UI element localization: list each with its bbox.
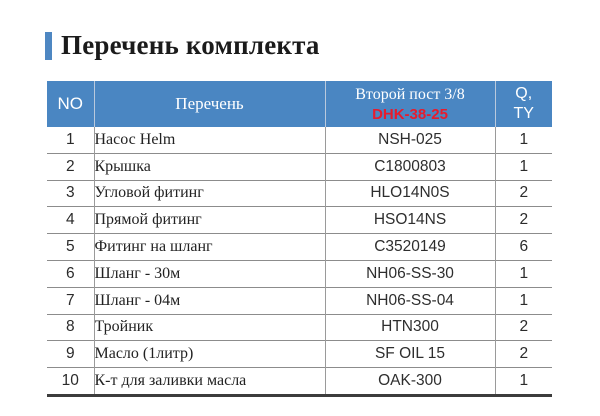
cell-row-number: 8	[47, 314, 94, 341]
table-row	[47, 314, 552, 341]
cell-quantity: 2	[495, 314, 552, 341]
cell-quantity: 2	[495, 341, 552, 368]
section-title	[45, 30, 320, 61]
table-body	[47, 127, 552, 395]
cell-item-name: Масло (1литр)	[94, 341, 325, 368]
cell-part-code: HSO14NS	[325, 207, 495, 234]
page-title: Перечень комплекта	[61, 30, 320, 60]
cell-part-code: C1800803	[325, 153, 495, 180]
table-row	[47, 207, 552, 234]
cell-quantity: 2	[495, 207, 552, 234]
cell-row-number: 10	[47, 368, 94, 396]
header-variant-model-code: DHK-38-25	[372, 106, 448, 123]
cell-item-name: Насос Helm	[94, 127, 325, 153]
cell-quantity: 1	[495, 287, 552, 314]
cell-part-code: OAK-300	[325, 368, 495, 396]
header-qty-line2: TY	[513, 105, 534, 122]
table-row	[47, 341, 552, 368]
table-row	[47, 127, 552, 153]
cell-row-number: 7	[47, 287, 94, 314]
header-no: NO	[47, 81, 94, 127]
cell-item-name: К-т для заливки масла	[94, 368, 325, 396]
cell-quantity: 1	[495, 368, 552, 396]
table-row	[47, 180, 552, 207]
cell-part-code: HTN300	[325, 314, 495, 341]
cell-part-code: HLO14N0S	[325, 180, 495, 207]
cell-row-number: 1	[47, 127, 94, 153]
title-accent-bar	[45, 32, 52, 60]
table-row	[47, 287, 552, 314]
header-name: Перечень	[94, 81, 325, 127]
table-header-row	[47, 81, 552, 127]
cell-part-code: C3520149	[325, 234, 495, 261]
table-header	[47, 81, 552, 127]
cell-part-code: NSH-025	[325, 127, 495, 153]
cell-part-code: SF OIL 15	[325, 341, 495, 368]
table-row	[47, 260, 552, 287]
cell-row-number: 5	[47, 234, 94, 261]
cell-row-number: 4	[47, 207, 94, 234]
cell-item-name: Тройник	[94, 314, 325, 341]
table-row	[47, 153, 552, 180]
header-variant-title: Второй пост 3/8	[355, 86, 465, 103]
cell-row-number: 3	[47, 180, 94, 207]
cell-item-name: Шланг - 04м	[94, 287, 325, 314]
cell-item-name: Крышка	[94, 153, 325, 180]
header-qty-line1: Q,	[515, 85, 533, 102]
cell-row-number: 6	[47, 260, 94, 287]
cell-row-number: 9	[47, 341, 94, 368]
cell-part-code: NH06-SS-04	[325, 287, 495, 314]
header-variant	[325, 81, 495, 127]
cell-item-name: Шланг - 30м	[94, 260, 325, 287]
cell-quantity: 1	[495, 260, 552, 287]
cell-row-number: 2	[47, 153, 94, 180]
cell-part-code: NH06-SS-30	[325, 260, 495, 287]
cell-quantity: 6	[495, 234, 552, 261]
cell-quantity: 1	[495, 127, 552, 153]
table-row	[47, 234, 552, 261]
table-row	[47, 368, 552, 396]
kit-contents-table	[47, 81, 552, 397]
cell-item-name: Прямой фитинг	[94, 207, 325, 234]
cell-quantity: 1	[495, 153, 552, 180]
cell-item-name: Угловой фитинг	[94, 180, 325, 207]
header-qty	[495, 81, 552, 127]
cell-quantity: 2	[495, 180, 552, 207]
cell-item-name: Фитинг на шланг	[94, 234, 325, 261]
